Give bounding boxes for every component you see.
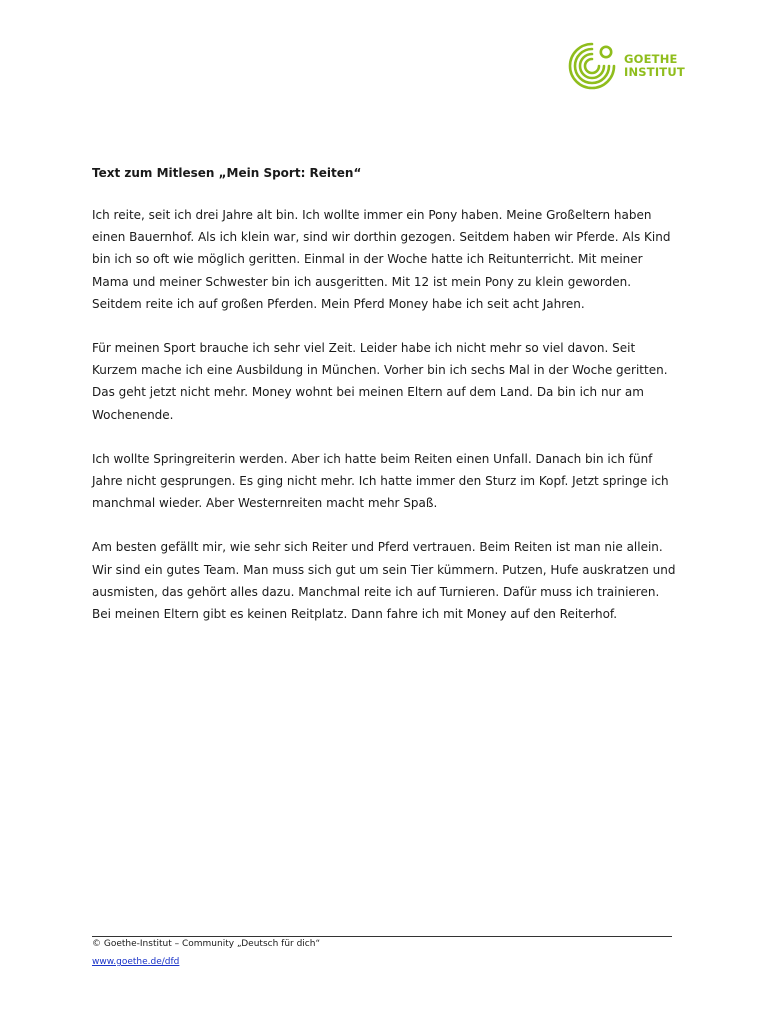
paragraph-2: Für meinen Sport brauche ich sehr viel Zeit. Leider habe ich nicht mehr so viel davon. Seit Kurzem mache ich eine Ausbildung in München. Vorher bin ich sechs Mal in der Woche geritten. Das geht jetzt nicht mehr. Money wohnt bei meinen Eltern auf dem Land. Da bin ich nur am Wochenende. bbox=[92, 341, 668, 422]
paragraph-1: Ich reite, seit ich drei Jahre alt bin. Ich wollte immer ein Pony haben. Meine Großeltern haben einen Bauernhof. Als ich klein war, sind wir dorthin gezogen. Seitdem haben wir Pferde. Als Kind bin ich so oft wie möglich geritten. Einmal in der Woche hatte ich Reitunterricht. Mit meiner Mama und meiner Schwester bin ich ausgeritten. Mit 12 ist mein Pony zu klein geworden. Seitdem reite ich auf großen Pferden. Mein Pferd Money habe ich seit acht Jahren. bbox=[92, 208, 671, 311]
footer-website-link[interactable]: www.goethe.de/dfd bbox=[92, 957, 180, 967]
logo-line-2: INSTITUT bbox=[624, 65, 685, 79]
paragraph-3: Ich wollte Springreiterin werden. Aber ich hatte beim Reiten einen Unfall. Danach bin ich fünf Jahre nicht gesprungen. Es ging nicht mehr. Ich hatte immer den Sturz im Kopf. Jetzt springe ich manchmal wieder. Aber Westernreiten macht mehr Spaß. bbox=[92, 451, 669, 511]
document-title: Text zum Mitlesen „Mein Sport: Reiten“ bbox=[92, 166, 362, 180]
logo-wordmark bbox=[624, 53, 685, 79]
logo-line-1: GOETHE bbox=[624, 52, 678, 66]
paragraph-4: Am besten gefällt mir, wie sehr sich Reiter und Pferd vertrauen. Beim Reiten ist man nie allein. Wir sind ein gutes Team. Man muss sich gut um sein Tier kümmern. Putzen, Hufe auskratzen und ausmisten, das gehört alles dazu. Manchmal reite ich auf Turnieren. Dafür muss ich trainieren. Bei meinen Eltern gibt es keinen Reitplatz. Dann fahre ich mit Money auf den Reiterhof. bbox=[92, 540, 676, 622]
footer-copyright: © Goethe-Institut – Community „Deutsch für dich“ bbox=[92, 939, 321, 949]
goethe-logo-icon bbox=[566, 40, 618, 92]
document-body bbox=[92, 162, 682, 647]
goethe-institut-logo bbox=[566, 40, 686, 92]
page-footer bbox=[92, 936, 672, 968]
footer-divider bbox=[92, 936, 672, 937]
